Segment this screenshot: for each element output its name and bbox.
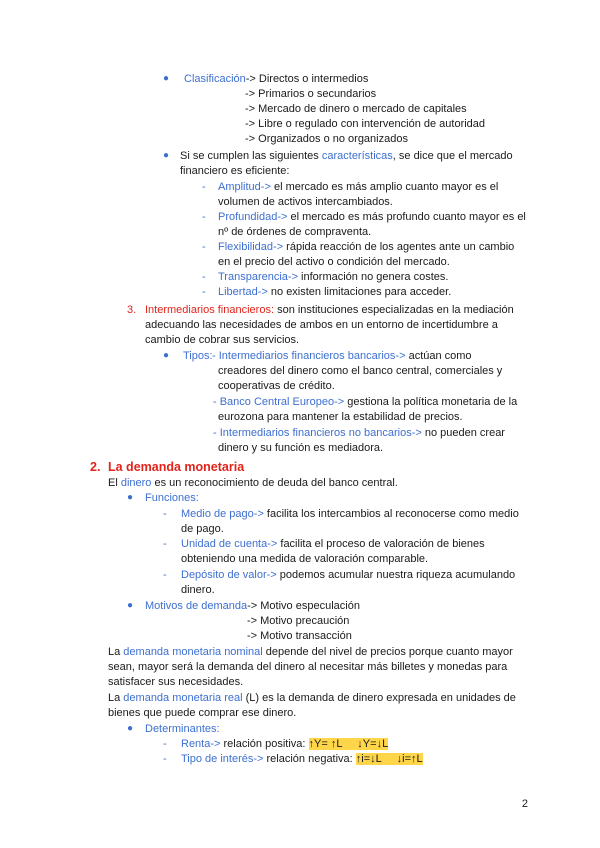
dinero-line: El dinero es un reconocimiento de deuda del banco central.: [108, 477, 398, 489]
funcion-item: Medio de pago-> facilita los intercambios al reconocerse como medio: [181, 508, 519, 520]
caracteristica-item: Flexibilidad-> rápida reacción de los agentes ante un cambio: [218, 241, 515, 253]
caracteristica-item-cont: volumen de activos intercambiados.: [218, 196, 393, 208]
dash-icon: -: [163, 508, 167, 520]
tipo-item-cont: cooperativas de crédito.: [218, 380, 335, 392]
intermediarios-line1: Intermediarios financieros: son instituciones especializadas en la mediación: [145, 304, 514, 316]
dash-icon: -: [202, 286, 206, 298]
motivo-item: -> Motivo precaución: [247, 615, 350, 627]
clasificacion-item: -> Organizados o no organizados: [245, 133, 408, 145]
tipo-item: - Banco Central Europeo-> gestiona la política monetaria de la: [213, 396, 518, 408]
page-number: 2: [521, 798, 528, 810]
tipo-item: - Intermediarios financieros bancarios-> actúan como: [212, 350, 472, 362]
nominal-line3: satisfacer sus necesidades.: [108, 676, 244, 688]
tipo-item-cont: eurozona para mantener la estabilidad de precios.: [218, 411, 463, 423]
clasificacion-line: Clasificación-> Directos o intermedios: [184, 73, 369, 85]
clasificacion-item: -> Primarios o secundarios: [245, 88, 377, 100]
bullet-icon: ●: [127, 723, 134, 734]
caracteristica-item-cont: en el precio del activo o condición del mercado.: [218, 256, 450, 268]
dash-icon: -: [163, 569, 167, 581]
bullet-icon: ●: [127, 600, 134, 611]
determinante-item: Tipo de interés-> relación negativa: ↑i=↓L ↓i=↑L: [181, 753, 423, 765]
dash-icon: -: [163, 753, 167, 765]
caracteristicas-term: características: [321, 150, 393, 162]
dash-icon: -: [163, 538, 167, 550]
intermediarios-title: Intermediarios financieros:: [145, 304, 275, 316]
section-number: 3.: [127, 304, 137, 316]
dash-icon: -: [202, 181, 206, 193]
funcion-item: Unidad de cuenta-> facilita el proceso de valoración de bienes: [181, 538, 485, 550]
clasificacion-term: Clasificación: [184, 73, 246, 85]
funcion-item: Depósito de valor-> podemos acumular nuestra riqueza acumulando: [181, 569, 516, 581]
dash-icon: -: [202, 271, 206, 283]
bullet-icon: ●: [163, 73, 170, 84]
nominal-line1: La demanda monetaria nominal depende del nivel de precios porque cuanto mayor: [108, 646, 513, 658]
dash-icon: -: [202, 241, 206, 253]
caracteristica-item-cont: nº de órdenes de compraventa.: [218, 226, 372, 238]
caracteristicas-line2: financiero es eficiente:: [180, 165, 290, 177]
highlight: ↑Y= ↑L ↓Y=↓L: [308, 738, 389, 750]
caracteristica-item: Transparencia-> información no genera costes.: [218, 271, 449, 283]
real-line2: bienes que puede comprar ese dinero.: [108, 707, 297, 719]
clasificacion-item: -> Libre o regulado con intervención de autoridad: [245, 118, 486, 130]
tipo-item-cont: creadores del dinero como el banco central, comerciales y: [218, 365, 503, 377]
tipo-item: - Intermediarios financieros no bancarios-> no pueden crear: [213, 427, 505, 439]
funcion-item-cont: obteniendo una medida de valoración comparable.: [181, 553, 429, 565]
tipos-label: Tipos:: [183, 350, 213, 362]
determinante-item: Renta-> relación positiva: ↑Y= ↑L ↓Y=↓L: [181, 738, 389, 750]
dash-icon: -: [163, 738, 167, 750]
bullet-icon: ●: [127, 492, 134, 503]
nominal-line2: sean, mayor será la demanda del dinero al necesitar más billetes y monedas para: [108, 661, 508, 673]
funcion-item-cont: dinero.: [181, 584, 215, 596]
motivo-item: -> Motivo transacción: [247, 630, 352, 642]
funcion-item-cont: de pago.: [181, 523, 224, 535]
real-line1: La demanda monetaria real (L) es la demanda de dinero expresada en unidades de: [108, 692, 516, 704]
caracteristica-item: Libertad-> no existen limitaciones para acceder.: [218, 286, 452, 298]
caracteristica-item: Amplitud-> el mercado es más amplio cuanto mayor es el: [218, 181, 499, 193]
determinantes-label: Determinantes:: [145, 723, 220, 735]
bullet-icon: ●: [163, 350, 170, 361]
dash-icon: -: [202, 211, 206, 223]
bullet-icon: ●: [163, 150, 170, 161]
caracteristica-item: Profundidad-> el mercado es más profundo cuanto mayor es el: [218, 211, 526, 223]
clasificacion-item: -> Mercado de dinero o mercado de capitales: [245, 103, 467, 115]
motivos-line: Motivos de demanda-> Motivo especulación: [145, 600, 360, 612]
section-title: La demanda monetaria: [108, 460, 245, 474]
intermediarios-line2: adecuando las necesidades de ambos en un entorno de incertidumbre a: [145, 319, 498, 331]
section-number: 2.: [90, 460, 101, 474]
funciones-label: Funciones:: [145, 492, 199, 504]
intermediarios-line3: cambio de cobrar sus servicios.: [145, 334, 300, 346]
caracteristicas-line: Si se cumplen las siguientes características, se dice que el mercado: [180, 150, 513, 162]
tipo-item-cont: dinero y su función es mediadora.: [218, 442, 384, 454]
highlight: ↑i=↓L ↓i=↑L: [355, 753, 423, 765]
